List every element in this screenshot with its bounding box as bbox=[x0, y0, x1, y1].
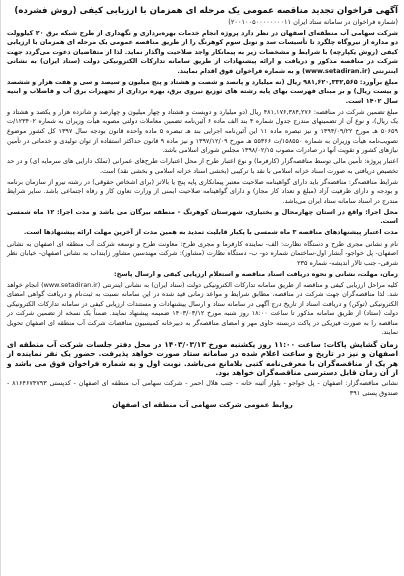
address-paragraph: نشانی مناقصه‌گزار: اصفهان - پل خواجو - بلوار آئینه خانه - جنب هلال احمر - شرکت سهامی آب منطقه ای اصفهان - کدپستی ۸۱۶۴۶۷۴۷۹۳ - صندوق پستی ۳۹۱ bbox=[7, 379, 398, 397]
intro-paragraph: شرکت سهامی آب منطقه‌ای اصفهان در نظر دارد پروژه انجام خدمات بهره‌برداری و نگهداری از طرح شبکه برق ۲۰ کیلوولت دو مداره از نیروگاه چلگرد تا تأسیسات سد و تونل سوم کوهرنگ را از طریق مناقصه عمومی یک مرحله ای همزمان با ارزیابی کیفی (روش یکپارچه) با شرایط و مشخصات زیر به پیمانکار واجد صلاحیت واگذار نماید. لذا از متقاضیان دعوت می‌گردد جهت شرکت در مناقصه مذکور و دریافت و ارائه پیشنهادات از طریق سامانه تدارکات الکترونیکی دولت (ستاد ایران) به نشانی اینترنتی (www.setadiran.ir) و به شماره فراخوان فوق اقدام نمایند. bbox=[7, 28, 398, 75]
bidder-terms-paragraph: شرایط مناقصه‌گر: مناقصه‌گر باید دارای گواهینامه صلاحیت معتبر پیمانکاری پایه پنج یا بالاتر (برای اشخاص حقوقی) در رشته نیرو از سازمان برنامه و بودجه و دارای ظرفیت آزاد (مبلغ و تعداد کار مجاز) و دارای گواهینامه صلاحیت ایمنی از وزارت تعاون کار و رفاه اجتماعی باشد. سایر شرایط مندرج در اسناد سامانه ستاد ایران می‌باشد. bbox=[7, 177, 398, 205]
validity-paragraph: مدت اعتبار پیشنهادهای مناقصه ۳ ماه شمسی با یکبار قابلیت تمدید به همین مدت از آخرین مهلت ارائه پیشنهادها است. bbox=[23, 228, 398, 237]
tender-number: (شماره فراخوان در سامانه ستاد ایران ۲۰۰۱۰۰۵۰۰۰۰۰۰۰۰۱۱) bbox=[228, 18, 398, 26]
estimate-paragraph: مبلغ برآورد: ۹۸۱,۶۲۰,۳۳۲,۵۶۵ ریال (نه میلیارد و پانصد و شصت و هشتاد و پنج میلیون و سیصد و سی و هفت هزار و ششصد و بیست ریال) و بر مبنای فهرست بهای پایه رشته های توزیع نیروی برق، بهره برداری از تجهیزات برق آب و فاضلاب و ابنیه سال ۱۴۰۲ است. bbox=[7, 77, 398, 105]
notice-title: آگهی فراخوان تجدید مناقصه عمومی یک مرحله ای همزمان با ارزیابی کیفی (روش فشرده) bbox=[14, 6, 398, 16]
time-place-paragraph: کلیه مراحل ارزیابی کیفی و مناقصه از طریق سامانه تدارکات الکترونیکی دولت (ستاد ایران) به نشانی اینترنتی (www.setadiran.ir) انجام خواهد شد. لذا مناقصه‌گران جهت شرکت در مناقصه، مطابق شرایط و مواعد زمانی قید شده در این سامانه نسبت به ثبت‌نام و دریافت گواهی امضای الکترونیکی (توکن) و دریافت اسناد از تاریخ درج آگهی در سامانه ستاد و ارسال پیشنهادات و مستندات ارزیابی کیفی در سامانه تدارکات الکترونیکی دولت (ستاد) از طریق سامانه مذکور تا ساعت ۱۸:۰۰ روز شنبه مورخ ۱۴۰۳/۰۳/۱۲ ضمیمه پیشنهاد نمایند. ضمناً یک نسخه از تضمین شرکت در مناقصه را به صورت فیزیکی در پاکت دربسته حاوی مهر و امضای مناقصه‌گر به دبیرخانه کمیسیون مناقصات شرکت آب منطقه ای اصفهان تحویل نمایند. bbox=[7, 280, 399, 337]
credit-paragraph: اعتبار پروژه: تأمین مالی توسط مناقصه‌گزار (کارفرما) و نوع اعتبار طرح از محل اعتبارات طرح‌های عمرانی (تملک دارایی های سرمایه ای) و در حد تخصیص دریافتی به صورت اسناد خزانه اسلامی با نقد یا ترکیبی (بخشی اسناد خزانه اسلامی و بخشی نقد) است. bbox=[7, 157, 398, 175]
time-place-heading: زمان، مهلت، نشانی و نحوه دریافت اسناد مناقصه و استعلام ارزیابی کیفی و ارسال پاسخ: bbox=[114, 269, 398, 278]
guarantee-paragraph: مبلغ تضمین شرکت در مناقصه: ۴۸۱,۱۷۶,۳۸۴,۲۷۶ ریال (دو میلیارد و دویست و هشتاد و چهار میلیون و چهارصد و شانزده هزار و یکصد و هشتاد و یک ریال)، و نوع آن از تضمینهای مندرج جدول شماره ۴ بند الف ماده ۶ آئین‌نامه تضمین معاملات دولتی مصوبه هیأت وزیران به شماره ۱۲۳۴۰۲/ت ۵۰۶۵۹ هـ مورخ ۱۳۹۴/۰۹/۲۲ و نیز تبصره ماده ۱۱ این آئین‌نامه اجرایی بند هـ تبصره ۵ ماده واحده قانون بودجه سال ۱۳۹۷ کل کشور موضوع تصویب‌نامه هیأت وزیران به شماره ۱۵۸۵۵۰/ت ۵۵۳۶۶ هـ مورخ ۱۳۹۷/۱۲/۰۹ و نیز ماده ۹ قانون حداکثر استفاده از توان تولیدی و خدماتی در تأمین نیازهای کشور و تقویت آنها در صادرات مصوب ۱۳۹۸/۰۲/۱۵ مجلس شورای اسلامی باشد. bbox=[7, 107, 399, 155]
contacts-paragraph: نام و نشانی مجری طرح و دستگاه نظارت: الف- نماینده کارفرما و مجری طرح: معاونت طرح و توسعه شرکت آب منطقه ای اصفهان به نشانی اصفهان- پل خواجو- آبشار اول-ساختمان شماره دو- ب- دستگاه نظارت (مشاور): شرکت مهندسین مشاور زاینداب به نشانی اصفهان- خیابان نظر شرقی- جنب تالار اندیشه- شماره ۲۳۵ bbox=[7, 239, 398, 267]
opening-paragraph: زمان گشایش پاکات: ساعت ۱۱:۰۰ روز یکشنبه مورخ ۱۴۰۳/۰۳/۱۳ در محل دفتر جلسات شرکت آب منطقه ای اصفهان و نیز در تاریخ و ساعت اعلام شده در سامانه ستاد صورت خواهد پذیرفت. حضور یک نفر نماینده از هر یک از مناقصه‌گران با معرفی‌نامه کتبی بلامانع می‌باشد. نوبت اول و به شماره فراخوان فوق می باشد و از آن زمان قابل دسترسی مناقصه‌گران خواهد بود. bbox=[7, 339, 399, 378]
location-paragraph: محل اجرا: واقع در استان چهارمحال و بختیاری، شهرستان کوهرنگ - منطقه بیرگان می باشد و مدت اجرا: ۱۲ ماه شمسی است. bbox=[7, 207, 398, 226]
signature: روابط عمومی شرکت سهامی آب منطقه ای اصفهان bbox=[112, 401, 293, 410]
